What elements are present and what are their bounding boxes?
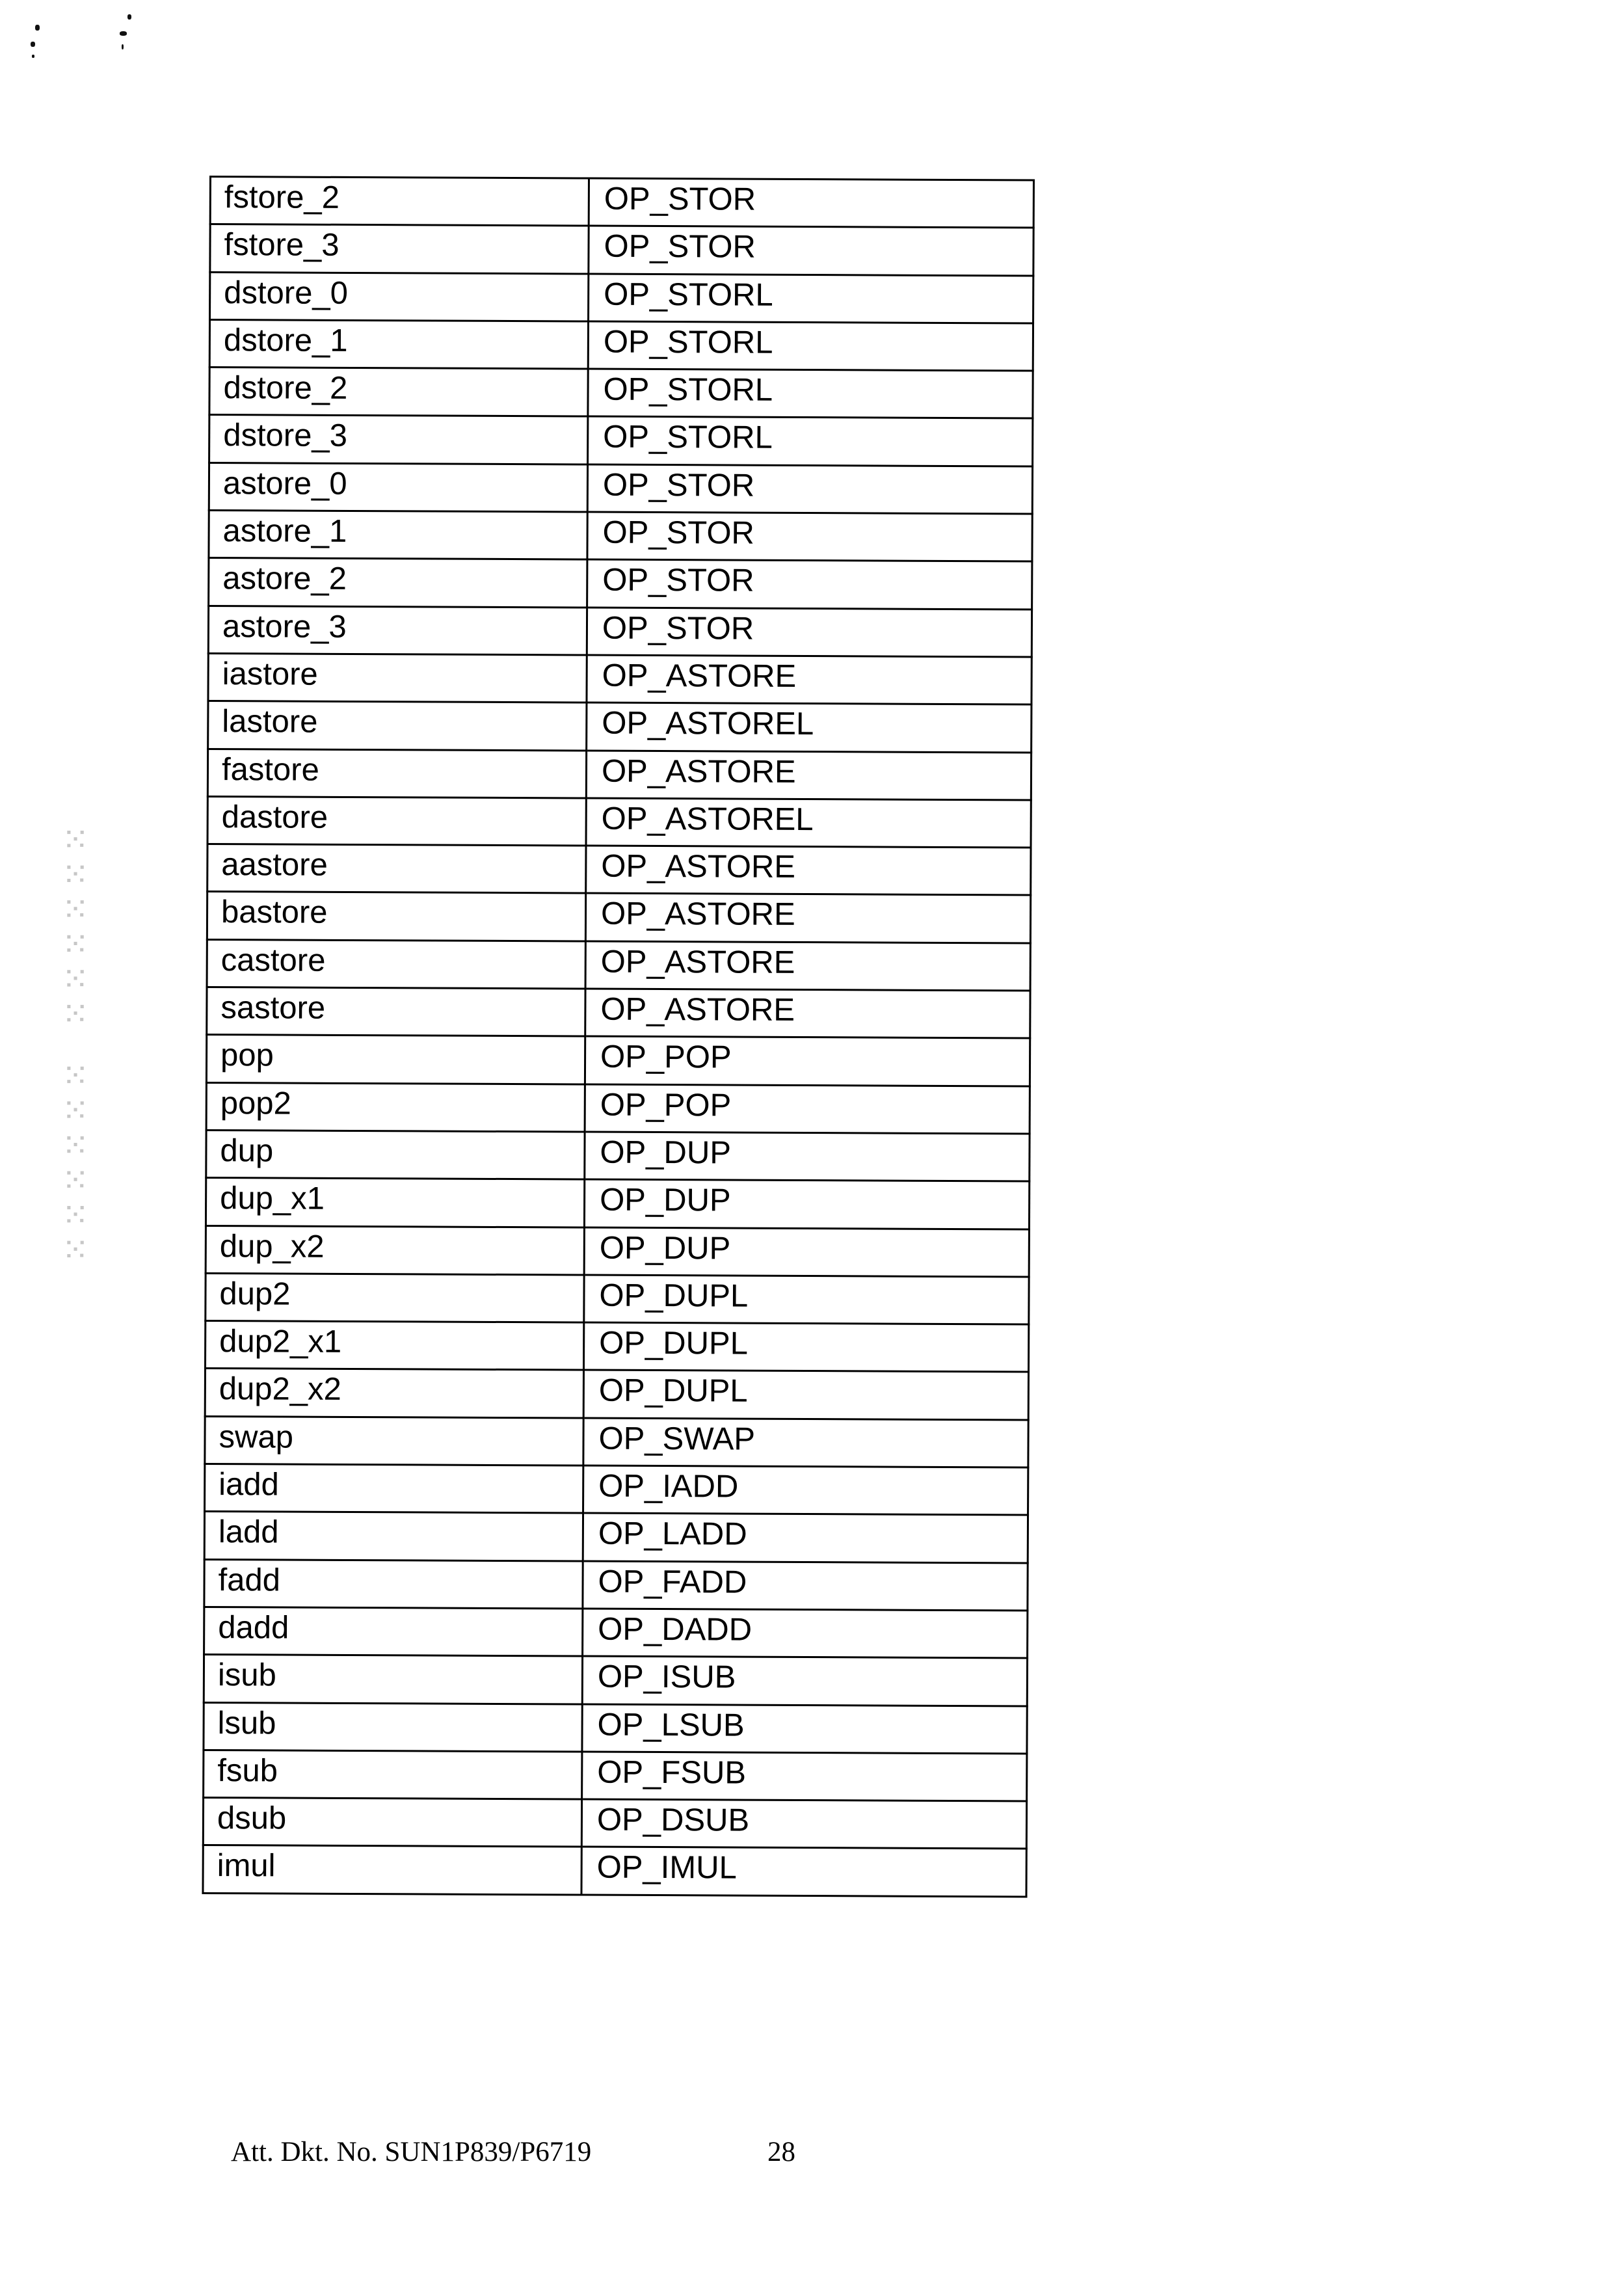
opcode-cell: OP_ASTORE: [585, 893, 1030, 943]
scan-speck: [127, 14, 131, 20]
bytecode-cell: ladd: [204, 1512, 583, 1561]
bytecode-cell: fadd: [204, 1559, 583, 1609]
bytecode-cell: bastore: [207, 892, 585, 941]
table-row: [203, 1798, 1026, 1849]
table-row: [209, 368, 1033, 419]
bytecode-cell: fsub: [204, 1750, 582, 1799]
table-row: [204, 1607, 1028, 1658]
table-row: [207, 892, 1030, 943]
bytecode-cell: fstore_3: [210, 224, 589, 274]
table-row: [206, 1035, 1030, 1086]
bytecode-cell: dadd: [204, 1607, 583, 1656]
bytecode-cell: iadd: [205, 1464, 583, 1514]
table-row: [205, 1416, 1028, 1467]
table-row: [209, 511, 1032, 562]
bytecode-cell: fstore_2: [210, 177, 589, 226]
opcode-cell: OP_POP: [585, 1084, 1030, 1134]
opcode-cell: OP_ISUB: [582, 1656, 1027, 1706]
table-row: [210, 272, 1033, 323]
bytecode-cell: dup: [206, 1130, 585, 1179]
opcode-cell: OP_FSUB: [582, 1752, 1027, 1801]
bytecode-cell: dup2_x1: [205, 1321, 583, 1371]
bytecode-cell: dup2_x2: [205, 1369, 583, 1418]
scan-speck: [35, 25, 40, 31]
table-row: [203, 1845, 1026, 1897]
table-row: [207, 749, 1031, 800]
table-row: [204, 1702, 1027, 1754]
bytecode-cell: lsub: [204, 1702, 582, 1752]
table-row: [205, 1369, 1028, 1420]
opcode-cell: OP_DUPL: [583, 1370, 1028, 1419]
table-row: [205, 1464, 1028, 1516]
table-row: [209, 558, 1032, 609]
bytecode-cell: dstore_1: [209, 319, 588, 369]
table-row: [209, 319, 1033, 371]
table-row: [204, 1655, 1027, 1706]
bytecode-cell: astore_1: [209, 511, 587, 560]
opcode-cell: OP_DUPL: [583, 1322, 1028, 1372]
opcode-cell: OP_ASTOREL: [586, 798, 1031, 848]
bytecode-cell: pop2: [206, 1082, 585, 1132]
opcode-cell: OP_STOR: [587, 608, 1032, 657]
bytecode-cell: sastore: [207, 987, 585, 1037]
bytecode-cell: iastore: [208, 653, 587, 703]
bytecode-cell: dstore_3: [209, 415, 588, 464]
scan-speck: [31, 42, 35, 47]
table-row: [205, 1321, 1028, 1372]
table-row: [204, 1559, 1028, 1611]
table-row: [206, 1130, 1030, 1181]
bytecode-cell: dastore: [207, 796, 586, 846]
bytecode-cell: dstore_2: [209, 368, 588, 417]
scanner-stamp-glyphs: ⁙⁙⁙⁙⁙⁙ ⁙⁙⁙⁙⁙⁙: [57, 818, 96, 1264]
table-row: [206, 1225, 1029, 1277]
bytecode-cell: lastore: [208, 701, 587, 751]
opcode-cell: OP_ASTORE: [587, 655, 1032, 704]
opcode-mapping-table-container: [202, 176, 1033, 1897]
opcode-cell: OP_DADD: [583, 1609, 1028, 1658]
table-row: [209, 415, 1033, 466]
table-row: [207, 939, 1030, 991]
table-row: [208, 606, 1032, 657]
bytecode-cell: astore_3: [208, 606, 587, 655]
page-number: 28: [767, 2137, 795, 2167]
bytecode-cell: pop: [206, 1035, 585, 1084]
opcode-cell: OP_ASTORE: [585, 941, 1030, 991]
table-row: [206, 1178, 1029, 1229]
opcode-cell: OP_STORL: [589, 274, 1033, 323]
table-row: [208, 701, 1032, 753]
table-row: [209, 462, 1032, 514]
bytecode-cell: dup_x2: [206, 1225, 584, 1275]
opcode-mapping-table: [202, 176, 1035, 1897]
bytecode-cell: dstore_0: [210, 272, 589, 321]
opcode-mapping-table-body: [203, 177, 1034, 1897]
opcode-cell: OP_IADD: [583, 1466, 1028, 1515]
opcode-cell: OP_STOR: [589, 178, 1033, 228]
opcode-cell: OP_ASTORE: [585, 989, 1030, 1038]
scan-speck: [32, 55, 34, 58]
opcode-cell: OP_ASTORE: [586, 751, 1031, 800]
opcode-cell: OP_DUPL: [584, 1275, 1029, 1324]
bytecode-cell: astore_0: [209, 462, 587, 512]
scanner-stamp: [57, 774, 96, 1307]
bytecode-cell: swap: [205, 1416, 583, 1466]
opcode-cell: OP_IMUL: [581, 1847, 1026, 1896]
scan-speck: [122, 44, 124, 49]
opcode-cell: OP_STORL: [588, 369, 1033, 418]
opcode-cell: OP_DUP: [585, 1132, 1030, 1181]
opcode-cell: OP_SWAP: [583, 1418, 1028, 1467]
bytecode-cell: dsub: [203, 1798, 581, 1847]
table-row: [206, 1273, 1029, 1324]
opcode-cell: OP_DUP: [584, 1179, 1029, 1229]
table-row: [204, 1512, 1028, 1563]
opcode-cell: OP_STOR: [589, 226, 1033, 275]
opcode-cell: OP_ASTOREL: [587, 703, 1032, 752]
docket-number: Att. Dkt. No. SUN1P839/P6719: [231, 2137, 592, 2167]
opcode-cell: OP_FADD: [583, 1561, 1028, 1611]
table-row: [204, 1750, 1027, 1801]
opcode-cell: OP_STOR: [587, 464, 1032, 514]
bytecode-cell: imul: [203, 1845, 581, 1895]
opcode-cell: OP_STOR: [587, 559, 1032, 609]
opcode-cell: OP_DSUB: [581, 1799, 1026, 1849]
bytecode-cell: isub: [204, 1655, 582, 1704]
table-row: [208, 653, 1032, 704]
table-row: [207, 987, 1030, 1039]
bytecode-cell: castore: [207, 939, 585, 989]
bytecode-cell: fastore: [207, 749, 586, 798]
bytecode-cell: aastore: [207, 844, 586, 894]
table-row: [210, 177, 1033, 228]
opcode-cell: OP_STORL: [588, 321, 1033, 371]
table-row: [207, 796, 1031, 848]
table-row: [207, 844, 1031, 896]
opcode-cell: OP_STORL: [588, 417, 1033, 466]
opcode-cell: OP_STOR: [587, 512, 1032, 561]
table-row: [210, 224, 1033, 276]
opcode-cell: OP_ASTORE: [586, 846, 1031, 895]
opcode-cell: OP_LSUB: [582, 1704, 1027, 1754]
table-row: [206, 1082, 1030, 1134]
opcode-cell: OP_LADD: [583, 1513, 1028, 1562]
opcode-cell: OP_POP: [585, 1036, 1030, 1086]
bytecode-cell: dup_x1: [206, 1178, 584, 1227]
opcode-cell: OP_DUP: [584, 1227, 1029, 1277]
bytecode-cell: astore_2: [209, 558, 587, 608]
bytecode-cell: dup2: [206, 1273, 584, 1322]
scan-speck: [120, 31, 127, 36]
